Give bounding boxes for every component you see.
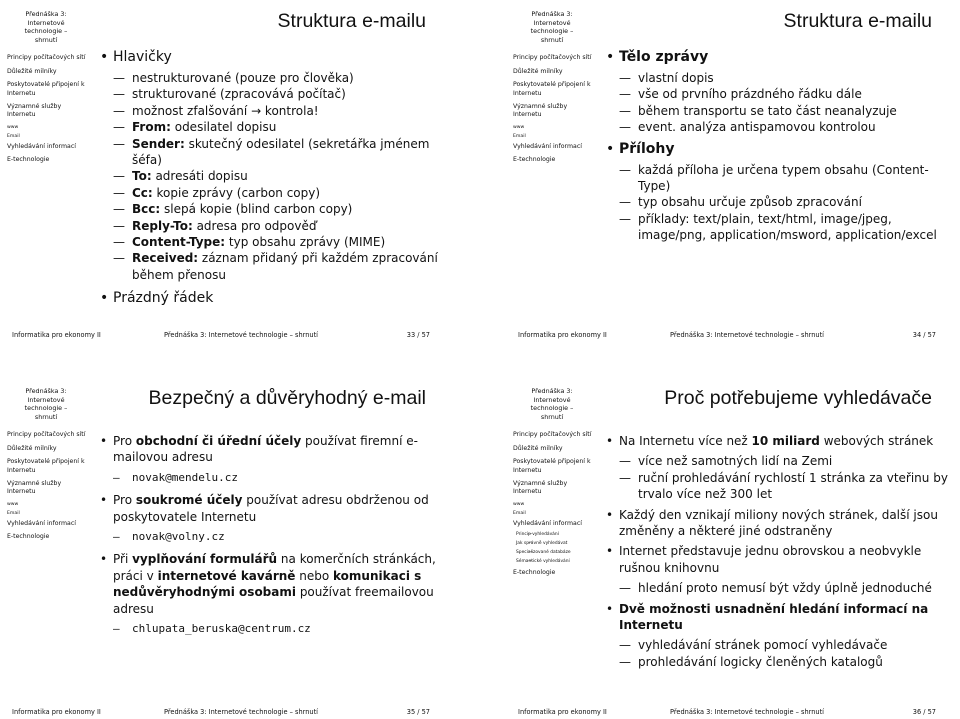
sub-item: — příklady: text/plain, text/html, image/jpeg, image/png, application/msword, application/excel bbox=[604, 211, 950, 244]
header-desc: typ obsahu zprávy (MIME) bbox=[225, 235, 386, 250]
bullet-bold: 10 miliard bbox=[751, 434, 820, 448]
email-example: — chlupata_beruska@centrum.cz bbox=[98, 621, 444, 637]
header-desc: adresa pro odpověď bbox=[192, 218, 317, 233]
bullet-text: používat firemní e-mailovou adresu bbox=[113, 434, 418, 465]
slide-33 bbox=[4, 4, 452, 342]
bullet-bold: Dvě možnosti usnadnění hledání informací na Internetu bbox=[619, 601, 929, 633]
sidebar-title-line: Přednáška 3: bbox=[531, 387, 573, 395]
bullet-item bbox=[604, 140, 950, 158]
sidebar-item-poskytovatele[interactable]: Poskytovatelé připojení k Internetu bbox=[7, 81, 85, 97]
sub-item: — nestrukturované (pouze pro člověka) bbox=[98, 70, 444, 86]
slide-footer bbox=[510, 328, 958, 342]
bullet-text: Pro bbox=[113, 434, 136, 448]
slide-title: Bezpečný a důvěryhodný e-mail bbox=[148, 387, 426, 409]
sub-item-bcc bbox=[98, 201, 444, 217]
sub-item: — hledání proto nemusí být vždy úplně jednoduché bbox=[604, 580, 950, 596]
footer-page-number: 34 / 57 bbox=[912, 331, 936, 339]
slide-footer bbox=[510, 705, 958, 719]
sidebar-item-poskytovatele[interactable]: Poskytovatelé připojení k Internetu bbox=[513, 81, 591, 97]
bullet-item bbox=[98, 492, 444, 525]
sidebar-item-principy[interactable]: Principy počítačových sítí bbox=[7, 431, 86, 439]
header-desc: slepá kopie (blind carbon copy) bbox=[160, 202, 353, 217]
sidebar-item-poskytovatele[interactable]: Poskytovatelé připojení k Internetu bbox=[513, 458, 591, 474]
sub-item: — strukturované (zpracovává počítač) bbox=[98, 86, 444, 102]
slide-sidebar bbox=[4, 381, 88, 691]
sidebar-title-line: shrnutí bbox=[34, 35, 58, 44]
slide-sidebar bbox=[510, 4, 594, 314]
bullet-item bbox=[604, 433, 950, 449]
sidebar-item-etechnologie[interactable]: E-technologie bbox=[7, 156, 50, 164]
slide-footer bbox=[4, 705, 452, 719]
sidebar-subitem-databaze[interactable]: — Specializované databáze bbox=[513, 550, 594, 556]
sidebar-title-line: technologie – bbox=[24, 404, 68, 413]
footer-course[interactable]: Informatika pro ekonomy II bbox=[12, 708, 101, 716]
sub-item: — typ obsahu určuje způsob zpracování bbox=[604, 194, 950, 210]
sidebar-title-line: Přednáška 3: bbox=[25, 10, 67, 18]
sub-item: — vše od prvního prázdného řádku dále bbox=[604, 86, 950, 102]
sidebar-title bbox=[510, 10, 594, 44]
footer-page-number: 36 / 57 bbox=[912, 708, 936, 716]
footer-course[interactable]: Informatika pro ekonomy II bbox=[518, 708, 607, 716]
sidebar-item-milniky[interactable]: Důležité milníky bbox=[513, 444, 563, 452]
footer-course[interactable]: Informatika pro ekonomy II bbox=[518, 331, 607, 339]
sidebar-item-www[interactable]: www bbox=[513, 501, 525, 507]
sub-item-to bbox=[98, 168, 444, 184]
slide-title: Struktura e-mailu bbox=[783, 10, 932, 32]
header-desc: skutečný odesilatel (sekretářka jménem šéfa) bbox=[132, 136, 430, 168]
bullet-bold: soukromé účely bbox=[135, 493, 243, 508]
bullet-text: používat adresu obdrženou od poskytovatele Internetu bbox=[113, 493, 429, 524]
sidebar-subitem-semanticke[interactable]: — Sémantické vyhledávání bbox=[513, 559, 594, 565]
sub-item: — každá příloha je určena typem obsahu (Content-Type) bbox=[604, 162, 950, 195]
header-desc: adresáti dopisu bbox=[151, 169, 248, 184]
slide-content bbox=[604, 433, 950, 670]
sub-item: — více než samotných lidí na Zemi bbox=[604, 453, 950, 469]
bullet-item: • Každý den vznikají miliony nových stránek, další jsou změněny a některé jiné odstraněny bbox=[604, 507, 950, 540]
bullet-text: na komerčních stránkách, práci v bbox=[113, 552, 436, 583]
sidebar-title bbox=[4, 387, 88, 421]
sidebar-title-line: shrnutí bbox=[540, 35, 564, 44]
sidebar-title bbox=[4, 10, 88, 44]
slide-content bbox=[604, 48, 950, 244]
sidebar-item-vyhledavani[interactable]: Vyhledávání informací bbox=[513, 142, 582, 150]
header-name: Received: bbox=[132, 251, 199, 266]
bullet-text: Na Internetu více než bbox=[619, 434, 752, 448]
sidebar-item-sluzby[interactable]: Významné služby Internetu bbox=[513, 480, 568, 496]
sidebar-title-line: Přednáška 3: bbox=[531, 10, 573, 18]
bullet-text: nebo bbox=[295, 568, 334, 583]
sidebar-title-line: technologie – bbox=[24, 27, 68, 36]
sidebar-item-etechnologie[interactable]: E-technologie bbox=[513, 569, 556, 577]
footer-lecture[interactable]: Přednáška 3: Internetové technologie – shrnutí bbox=[164, 708, 319, 716]
sidebar-title-line: technologie – bbox=[530, 27, 574, 36]
header-desc: záznam přidaný při každém zpracování během přenosu bbox=[132, 251, 438, 282]
sub-item: — event. analýza antispamovou kontrolou bbox=[604, 119, 950, 135]
sub-item: — ruční prohledávání rychlostí 1 stránka za vteřinu by trvalo více než 300 let bbox=[604, 470, 950, 503]
sub-item: — vyhledávání stránek pomocí vyhledávače bbox=[604, 637, 950, 653]
sidebar-item-principy[interactable]: Principy počítačových sítí bbox=[7, 54, 86, 62]
sidebar-item-etechnologie[interactable]: E-technologie bbox=[7, 533, 50, 541]
slide-34 bbox=[510, 4, 958, 342]
sidebar-item-email[interactable]: Email bbox=[513, 133, 526, 139]
sidebar-title bbox=[510, 387, 594, 421]
bullet-item bbox=[98, 551, 444, 617]
slide-title: Proč potřebujeme vyhledávače bbox=[664, 387, 932, 409]
sidebar-item-vyhledavani[interactable]: Vyhledávání informací bbox=[7, 142, 76, 150]
footer-lecture[interactable]: Přednáška 3: Internetové technologie – shrnutí bbox=[164, 331, 319, 339]
sidebar-item-milniky[interactable]: Důležité milníky bbox=[7, 67, 57, 75]
sidebar-title-line: technologie – bbox=[530, 404, 574, 413]
header-desc: kopie zprávy (carbon copy) bbox=[152, 185, 321, 200]
bullet-text: webových stránek bbox=[819, 434, 934, 448]
sidebar-item-sluzby[interactable]: Významné služby Internetu bbox=[7, 480, 62, 496]
bullet-text: Pro bbox=[113, 493, 136, 508]
slide-content bbox=[98, 433, 444, 637]
bullet-bold: internetové kavárně bbox=[157, 568, 296, 583]
sidebar-subitem-princip[interactable]: — Princip vyhledávání bbox=[513, 532, 594, 538]
sidebar-item-email[interactable]: Email bbox=[513, 510, 526, 516]
email-example: — novak@volny.cz bbox=[98, 529, 444, 545]
header-name: Reply-To: bbox=[132, 218, 193, 233]
slide-sidebar bbox=[510, 381, 594, 691]
email-example: — novak@mendelu.cz bbox=[98, 470, 444, 486]
sidebar-title-line: Internetové bbox=[27, 395, 65, 404]
sub-item-sender bbox=[98, 136, 444, 169]
sidebar-item-etechnologie[interactable]: E-technologie bbox=[513, 156, 556, 164]
sidebar-title-line: shrnutí bbox=[34, 412, 58, 421]
bullet-item bbox=[604, 601, 950, 634]
footer-page-number: 35 / 57 bbox=[406, 708, 430, 716]
sub-item: — možnost zfalšování → kontrola! bbox=[98, 103, 444, 119]
slide-content bbox=[98, 48, 444, 311]
sidebar-title-line: shrnutí bbox=[540, 412, 564, 421]
sidebar-item-sluzby[interactable]: Významné služby Internetu bbox=[513, 103, 568, 119]
bullet-text: používat freemailovou adresu bbox=[113, 585, 434, 616]
bullet-item: • Internet představuje jednu obrovskou a neobvykle rušnou knihovnu bbox=[604, 543, 950, 576]
header-desc: odesilatel dopisu bbox=[170, 120, 277, 135]
bullet-bold: vyplňování formulářů bbox=[132, 552, 278, 567]
sub-item: — během transportu se tato část neanalyzuje bbox=[604, 103, 950, 119]
sidebar-item-sluzby[interactable]: Významné služby Internetu bbox=[7, 103, 62, 119]
slide-36 bbox=[510, 381, 958, 719]
bullet-item bbox=[604, 48, 950, 66]
header-name: To: bbox=[132, 169, 152, 184]
sidebar-item-vyhledavani[interactable]: Vyhledávání informací bbox=[513, 519, 582, 527]
sidebar-item-principy[interactable]: Principy počítačových sítí bbox=[513, 54, 592, 62]
sidebar-title-line: Přednáška 3: bbox=[25, 387, 67, 395]
slide-35 bbox=[4, 381, 452, 719]
sub-item-reply-to bbox=[98, 218, 444, 234]
sub-item-from bbox=[98, 119, 444, 135]
sidebar-item-principy[interactable]: Principy počítačových sítí bbox=[513, 431, 592, 439]
sidebar-item-milniky[interactable]: Důležité milníky bbox=[7, 444, 57, 452]
bullet-item: • Prázdný řádek bbox=[98, 289, 444, 307]
sidebar-subitem-jak-vyhledavat[interactable]: — Jak správně vyhledávat bbox=[513, 541, 594, 547]
slide-title: Struktura e-mailu bbox=[277, 10, 426, 32]
bullet-text: Tělo zprávy bbox=[619, 49, 709, 65]
footer-course[interactable]: Informatika pro ekonomy II bbox=[12, 331, 101, 339]
sidebar-item-www[interactable]: www bbox=[7, 124, 19, 130]
bullet-bold: obchodní či úřední účely bbox=[135, 434, 302, 448]
sidebar-item-email[interactable]: Email bbox=[7, 133, 20, 139]
header-name: Sender: bbox=[132, 136, 185, 151]
header-name: Cc: bbox=[132, 185, 153, 200]
bullet-item bbox=[98, 433, 444, 466]
sidebar-item-poskytovatele[interactable]: Poskytovatelé připojení k Internetu bbox=[7, 458, 85, 474]
slide-footer bbox=[4, 328, 452, 342]
sub-item: — prohledávání logicky členěných katalogů bbox=[604, 654, 950, 670]
sidebar-item-www[interactable]: www bbox=[513, 124, 525, 130]
bullet-text: Při bbox=[113, 552, 133, 567]
footer-lecture[interactable]: Přednáška 3: Internetové technologie – shrnutí bbox=[670, 708, 825, 716]
sidebar-item-milniky[interactable]: Důležité milníky bbox=[513, 67, 563, 75]
sidebar-item-www[interactable]: www bbox=[7, 501, 19, 507]
sub-item-received bbox=[98, 250, 444, 283]
sidebar-title-line: Internetové bbox=[533, 18, 571, 27]
bullet-text: Přílohy bbox=[619, 140, 675, 157]
header-name: Bcc: bbox=[132, 202, 161, 217]
sidebar-item-email[interactable]: Email bbox=[7, 510, 20, 516]
sidebar-title-line: Internetové bbox=[533, 395, 571, 404]
bullet-bold: komunikaci s nedůvěryhodnými osobami bbox=[113, 568, 422, 600]
sidebar-title-line: Internetové bbox=[27, 18, 65, 27]
bullet-item: • Hlavičky bbox=[98, 48, 444, 66]
footer-page-number: 33 / 57 bbox=[406, 331, 430, 339]
header-name: Content-Type: bbox=[132, 235, 226, 250]
sub-item-cc bbox=[98, 185, 444, 201]
sidebar-item-vyhledavani[interactable]: Vyhledávání informací bbox=[7, 519, 76, 527]
sub-item: — vlastní dopis bbox=[604, 70, 950, 86]
header-name: From: bbox=[132, 120, 171, 135]
sub-item-content-type bbox=[98, 234, 444, 250]
slide-sidebar bbox=[4, 4, 88, 314]
footer-lecture[interactable]: Přednáška 3: Internetové technologie – shrnutí bbox=[670, 331, 825, 339]
